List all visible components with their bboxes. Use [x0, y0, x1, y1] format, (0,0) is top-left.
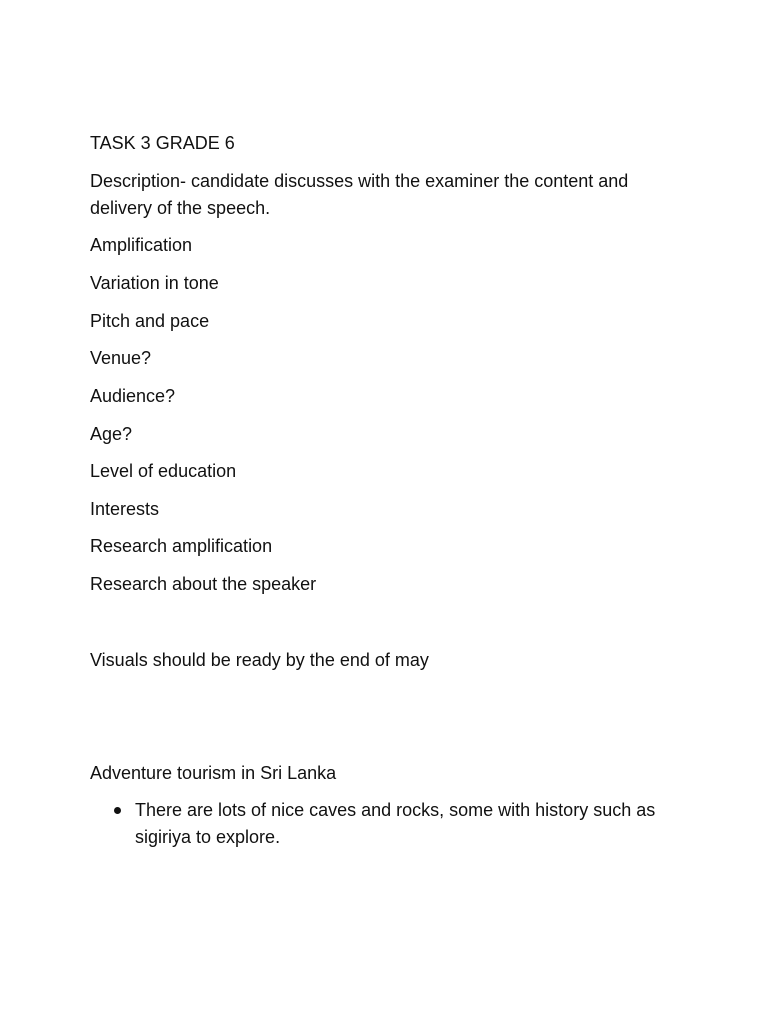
- list-item: Amplification: [90, 235, 193, 255]
- bullet-text: There are lots of nice caves and rocks, some with history such as sigiriya to explore.: [135, 800, 656, 847]
- task-heading: TASK 3 GRADE 6: [90, 133, 235, 153]
- list-item: Interests: [90, 499, 160, 519]
- list-item: Variation in tone: [90, 273, 219, 293]
- description-paragraph: Description- candidate discusses with the examiner the content and delivery of the speech.: [90, 171, 629, 218]
- list-item: Research about the speaker: [90, 574, 317, 594]
- visuals-note: Visuals should be ready by the end of may: [90, 650, 429, 670]
- list-item: Age?: [90, 424, 133, 444]
- list-item: Pitch and pace: [90, 311, 210, 331]
- bullet-dot-icon: [114, 807, 121, 814]
- list-item: Venue?: [90, 348, 152, 368]
- topic-heading: Adventure tourism in Sri Lanka: [90, 763, 337, 783]
- list-item: Research amplification: [90, 536, 273, 556]
- bullet-item: [90, 797, 690, 851]
- list-item: Level of education: [90, 461, 237, 481]
- list-item: Audience?: [90, 386, 176, 406]
